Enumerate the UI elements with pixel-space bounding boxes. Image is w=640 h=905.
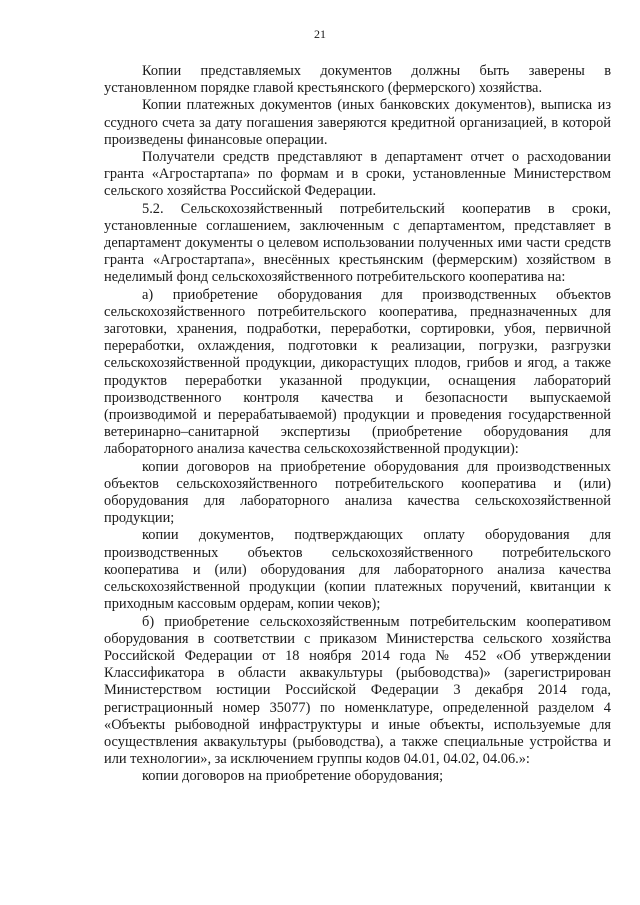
paragraph-contracts-copies: копии договоров на приобретение оборудования для производственных объектов сельскохозяйственного потребительского кооператива и (или) оборудования для лабораторного анализа качества сельскохозяйственной продукции; [104,458,611,527]
paragraph-payment-documents: Копии платежных документов (иных банковских документов), выписка из ссудного счета за дату погашения заверяются кредитной организацией, в которой произведены финансовые операции. [104,97,611,148]
paragraph-item-b: б) приобретение сельскохозяйственным потребительским кооперативом оборудования в соответствии с приказом Министерства сельского хозяйства Российской Федерации от 18 ноября 2014 года № 452 «Об утверждении Классификатора в области аквакультуры (рыбоводства)» (зарегистрирован Министерством юстиции Российской Федерации 3 декабря 2014 года, регистрационный номер 35077) по номенклатуре, определенной разделом 4 «Объекты рыбоводной инфраструктуры и иные объекты, используемые для осуществления аквакультуры (рыбоводства), а также специальные устройства и или технологии», за исключением группы кодов 04.01, 04.02, 04.06.»: [104,613,611,768]
paragraph-copies-certified: Копии представляемых документов должны быть заверены в установленном порядке главой крестьянского (фермерского) хозяйства. [104,63,611,97]
paragraph-payment-confirmation: копии документов, подтверждающих оплату оборудования для производственных объектов сельскохозяйственного потребительского кооператива и (или) оборудования для лабораторного анализа качества сельскохозяйственной продукции (копии платежных поручений, квитанции к приходным кассовым ордерам, копии чеков); [104,527,611,613]
page-number: 21 [314,27,326,41]
paragraph-report: Получатели средств представляют в департамент отчет о расходовании гранта «Агростартапа» по формам и в сроки, установленные Министерством сельского хозяйства Российской Федерации. [104,149,611,200]
paragraph-item-a: а) приобретение оборудования для производственных объектов сельскохозяйственного потребительского кооператива, предназначенных для заготовки, хранения, подработки, переработки, сортировки, убоя, первичной переработки, охлаждения, подготовки к реализации, погрузки, разгрузки сельскохозяйственной продукции, дикорастущих плодов, грибов и ягод, а также продуктов переработки указанной продукции, оснащения лабораторий производственного контроля качества и безопасности выпускаемой (производимой и перерабатываемой) продукции и проведения государственной ветеринарно–санитарной экспертизы (приобретение оборудования для лабораторного анализа качества сельскохозяйственной продукции): [104,286,611,458]
body-text [104,63,611,786]
paragraph-section-5-2: 5.2. Сельскохозяйственный потребительский кооператив в сроки, установленные соглашением, заключенным с департаментом, представляет в департамент документы о целевом использовании полученных ими части средств гранта «Агростартапа», внесённых крестьянским (фермерским) хозяйством в неделимый фонд сельскохозяйственного потребительского кооператива на: [104,200,611,286]
paragraph-equipment-contracts: копии договоров на приобретение оборудования; [142,768,444,785]
